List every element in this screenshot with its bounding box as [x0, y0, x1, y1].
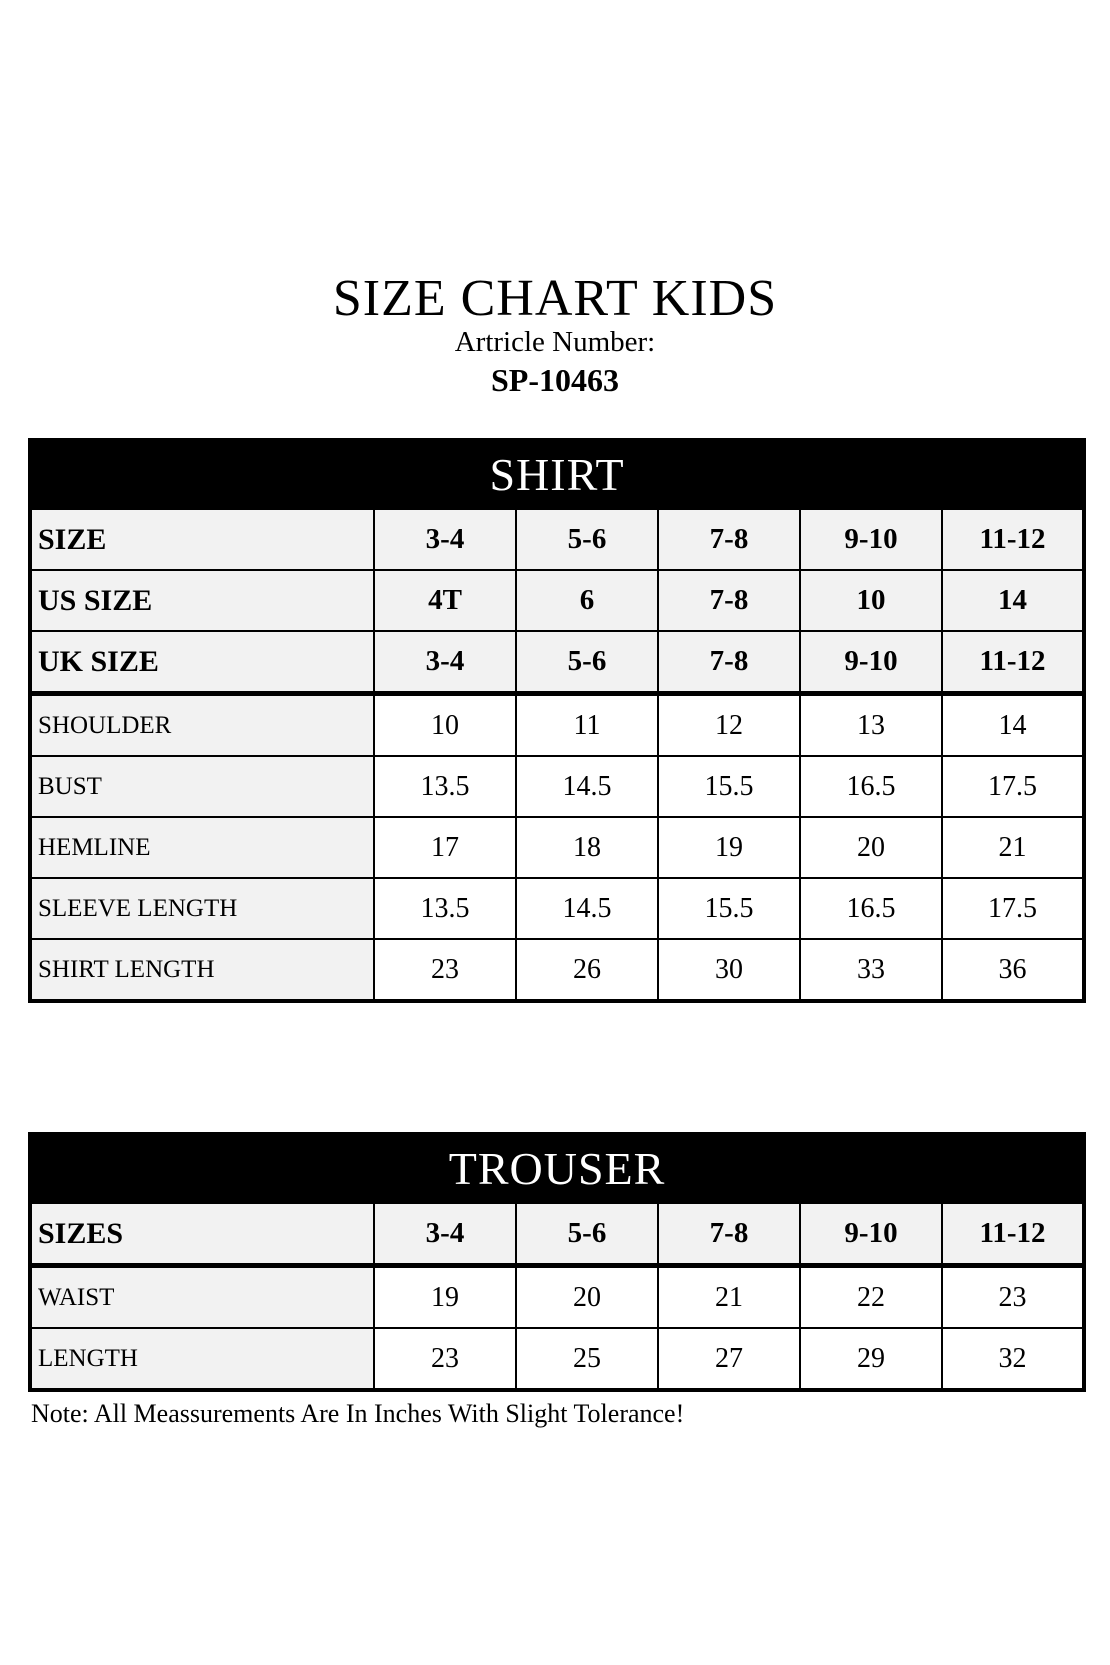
shirt-table-measurement-row — [30, 939, 1084, 1001]
value-cell: 25 — [516, 1328, 658, 1390]
value-cell: 9-10 — [800, 1202, 942, 1266]
value-cell: 11-12 — [942, 631, 1084, 694]
value-cell: 9-10 — [800, 631, 942, 694]
article-number-label: Artricle Number: — [454, 326, 656, 358]
row-label: HEMLINE — [30, 817, 374, 878]
value-cell: 16.5 — [800, 878, 942, 939]
row-label: US SIZE — [30, 570, 374, 631]
value-cell: 19 — [374, 1266, 516, 1329]
value-cell: 7-8 — [658, 631, 800, 694]
shirt-table-size-row — [30, 631, 1084, 694]
value-cell: 14 — [942, 570, 1084, 631]
value-cell: 9-10 — [800, 508, 942, 570]
shirt-table-size-row — [30, 570, 1084, 631]
page-title: SIZE CHART KIDS — [332, 269, 778, 327]
shirt-table — [28, 438, 1086, 1003]
value-cell: 7-8 — [658, 508, 800, 570]
trouser-table — [28, 1132, 1086, 1392]
value-cell: 23 — [374, 1328, 516, 1390]
shirt-table-measurement-row — [30, 756, 1084, 817]
value-cell: 4T — [374, 570, 516, 631]
value-cell: 5-6 — [516, 1202, 658, 1266]
row-label: SIZE — [30, 508, 374, 570]
value-cell: 30 — [658, 939, 800, 1001]
value-cell: 15.5 — [658, 878, 800, 939]
shirt-size-table — [28, 438, 1086, 1003]
value-cell: 22 — [800, 1266, 942, 1329]
shirt-table-measurement-row — [30, 817, 1084, 878]
article-number-value: SP-10463 — [491, 362, 619, 398]
value-cell: 33 — [800, 939, 942, 1001]
value-cell: 14.5 — [516, 756, 658, 817]
value-cell: 29 — [800, 1328, 942, 1390]
value-cell: 32 — [942, 1328, 1084, 1390]
value-cell: 18 — [516, 817, 658, 878]
row-label: SLEEVE LENGTH — [30, 878, 374, 939]
value-cell: 11-12 — [942, 1202, 1084, 1266]
shirt-table-measurement-row — [30, 878, 1084, 939]
value-cell: 5-6 — [516, 508, 658, 570]
value-cell: 11 — [516, 694, 658, 757]
row-label: SIZES — [30, 1202, 374, 1266]
value-cell: 36 — [942, 939, 1084, 1001]
value-cell: 23 — [374, 939, 516, 1001]
value-cell: 3-4 — [374, 631, 516, 694]
value-cell: 5-6 — [516, 631, 658, 694]
row-label: WAIST — [30, 1266, 374, 1329]
row-label: LENGTH — [30, 1328, 374, 1390]
shirt-table-title: SHIRT — [30, 440, 1084, 508]
trouser-table-measurement-row — [30, 1328, 1084, 1390]
value-cell: 6 — [516, 570, 658, 631]
value-cell: 17.5 — [942, 756, 1084, 817]
shirt-table-size-row — [30, 508, 1084, 570]
value-cell: 7-8 — [658, 570, 800, 631]
row-label: SHOULDER — [30, 694, 374, 757]
value-cell: 17.5 — [942, 878, 1084, 939]
value-cell: 10 — [374, 694, 516, 757]
row-label: SHIRT LENGTH — [30, 939, 374, 1001]
value-cell: 7-8 — [658, 1202, 800, 1266]
value-cell: 13 — [800, 694, 942, 757]
row-label: UK SIZE — [30, 631, 374, 694]
value-cell: 3-4 — [374, 508, 516, 570]
value-cell: 20 — [800, 817, 942, 878]
measurement-note: Note: All Meassurements Are In Inches With Slight Tolerance! — [31, 1399, 685, 1428]
shirt-table-header-row — [30, 440, 1084, 508]
trouser-table-title: TROUSER — [30, 1134, 1084, 1202]
value-cell: 15.5 — [658, 756, 800, 817]
value-cell: 12 — [658, 694, 800, 757]
trouser-table-measurement-row — [30, 1266, 1084, 1329]
value-cell: 17 — [374, 817, 516, 878]
value-cell: 26 — [516, 939, 658, 1001]
value-cell: 21 — [942, 817, 1084, 878]
value-cell: 13.5 — [374, 756, 516, 817]
value-cell: 16.5 — [800, 756, 942, 817]
value-cell: 21 — [658, 1266, 800, 1329]
value-cell: 14.5 — [516, 878, 658, 939]
value-cell: 14 — [942, 694, 1084, 757]
value-cell: 13.5 — [374, 878, 516, 939]
trouser-table-header-row — [30, 1134, 1084, 1202]
value-cell: 23 — [942, 1266, 1084, 1329]
value-cell: 3-4 — [374, 1202, 516, 1266]
value-cell: 19 — [658, 817, 800, 878]
value-cell: 10 — [800, 570, 942, 631]
value-cell: 20 — [516, 1266, 658, 1329]
value-cell: 27 — [658, 1328, 800, 1390]
row-label: BUST — [30, 756, 374, 817]
value-cell: 11-12 — [942, 508, 1084, 570]
trouser-table-size-row — [30, 1202, 1084, 1266]
shirt-table-measurement-row — [30, 694, 1084, 757]
trouser-size-table — [28, 1132, 1086, 1392]
